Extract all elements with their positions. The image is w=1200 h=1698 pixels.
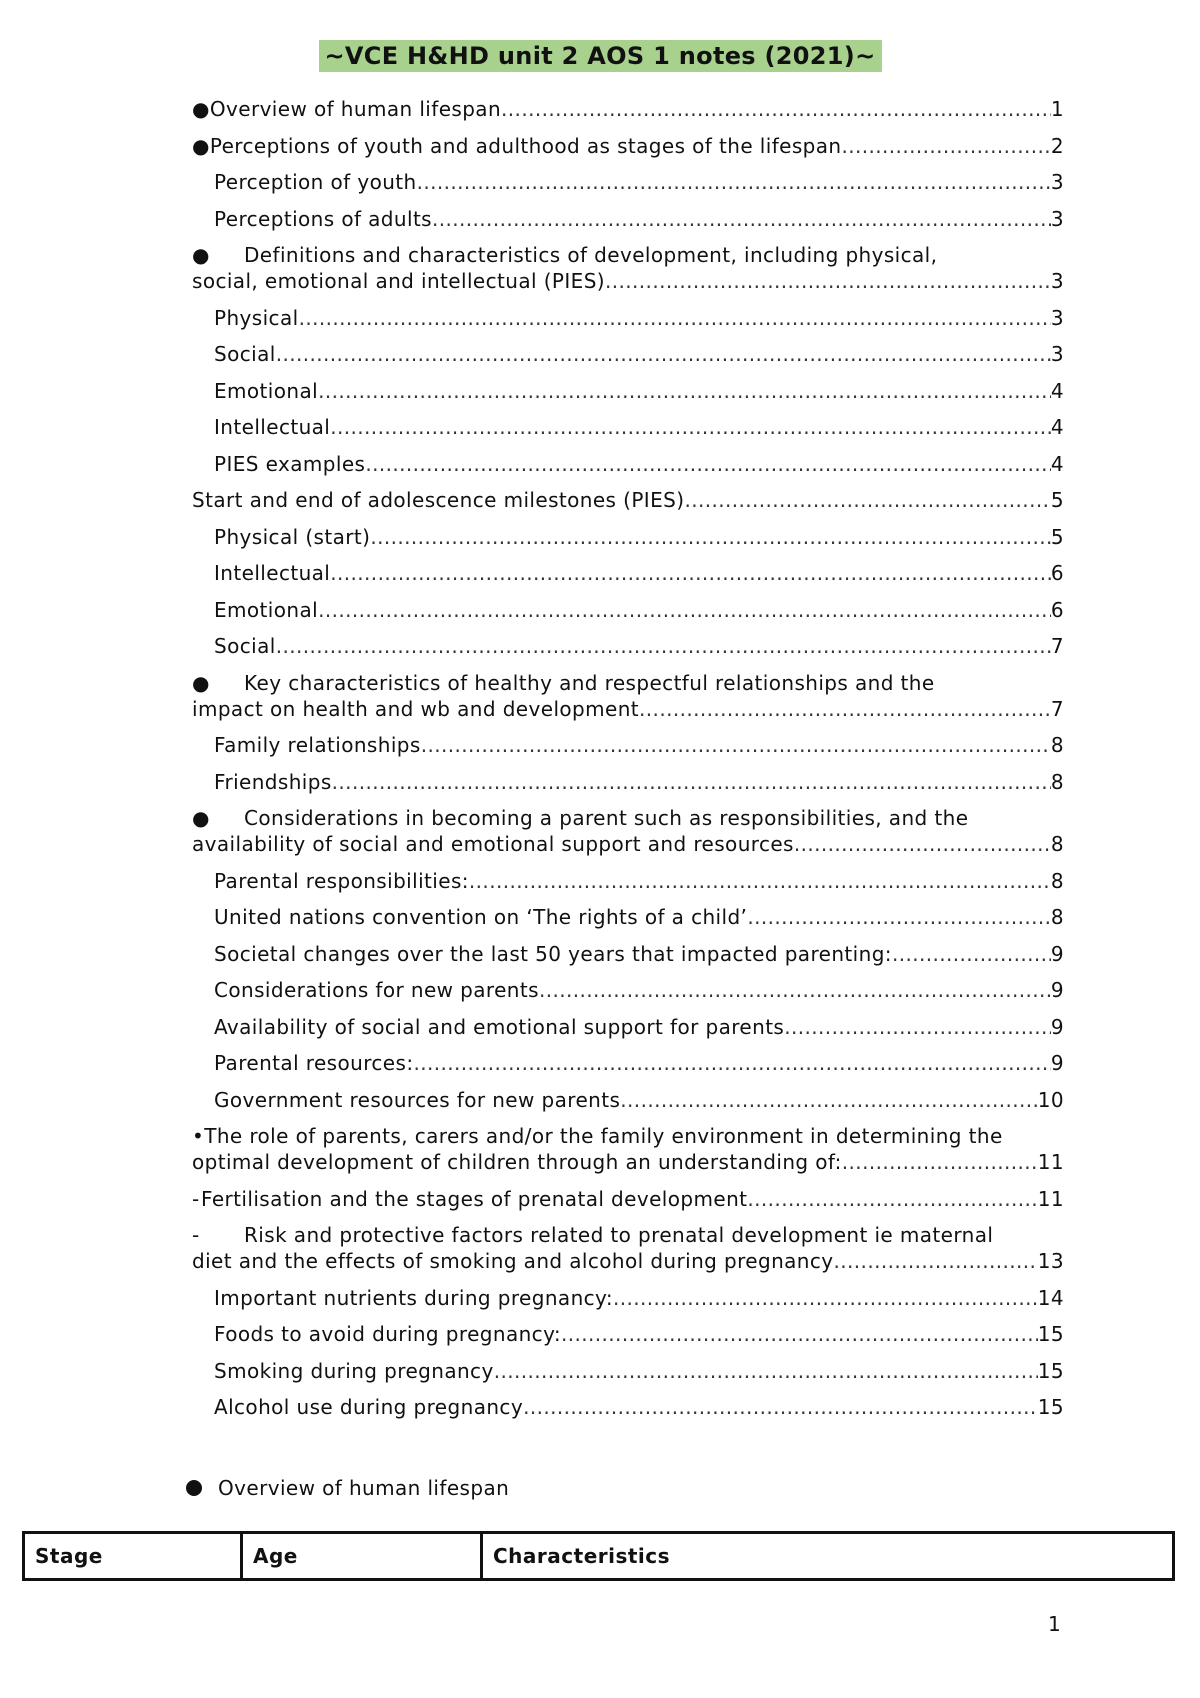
toc-page-number: 9	[1050, 1051, 1064, 1075]
document-title-text: ~VCE H&HD unit 2 AOS 1 notes (2021)~	[319, 40, 882, 72]
toc-entry-text: Friendships	[214, 769, 332, 794]
bullet-icon	[186, 1480, 202, 1496]
toc-leader-dots	[684, 487, 1050, 513]
toc-page-number: 15	[1037, 1395, 1064, 1419]
toc-entry-text: Social	[214, 634, 276, 658]
toc-entry-text: Risk and protective factors related to prenatal development ie maternal	[244, 1223, 994, 1247]
toc-leader-dots	[834, 1248, 1038, 1274]
toc-entry-text: Fertilisation and the stages of prenatal development	[201, 1186, 748, 1211]
toc-page-number: 11	[1037, 1186, 1064, 1211]
toc-leader-dots	[639, 696, 1051, 722]
toc-entry[interactable]	[192, 242, 1064, 294]
toc-entry[interactable]	[192, 206, 1064, 232]
toc-page-number: 5	[1050, 488, 1064, 512]
toc-entry-text: Emotional	[214, 597, 319, 622]
toc-entry-text: Key characteristics of healthy and respectful relationships and the	[244, 670, 935, 695]
toc-entry[interactable]	[192, 1222, 1064, 1274]
toc-entry[interactable]	[192, 1358, 1064, 1384]
toc-entry-first-line	[192, 805, 1064, 831]
toc-entry[interactable]	[192, 1087, 1064, 1113]
toc-entry[interactable]	[192, 670, 1064, 722]
lifespan-stages-table	[22, 1531, 1175, 1581]
toc-entry-text: Alcohol use during pregnancy	[214, 1395, 524, 1419]
toc-leader-dots	[539, 977, 1051, 1003]
toc-bullet: -	[192, 1186, 200, 1211]
toc-entry-text: Availability of social and emotional support for parents	[214, 1014, 785, 1039]
toc-entry-text: optimal development of children through an understanding of:	[192, 1150, 842, 1174]
toc-page-number: 7	[1050, 696, 1064, 721]
toc-leader-dots	[794, 831, 1051, 857]
toc-entry[interactable]	[192, 769, 1064, 795]
toc-entry-first-line	[192, 670, 1064, 696]
toc-entry-text: Smoking during pregnancy	[214, 1358, 494, 1383]
toc-page-number: 8	[1050, 769, 1064, 794]
toc-entry-text: availability of social and emotional support and resources	[192, 832, 794, 856]
toc-entry-text: Important nutrients during pregnancy:	[214, 1285, 613, 1310]
toc-entry-text: Intellectual	[214, 415, 331, 439]
toc-entry[interactable]	[192, 1014, 1064, 1040]
toc-entry-text: Considerations in becoming a parent such as responsibilities, and the	[244, 806, 969, 830]
toc-entry-text: Parental responsibilities:	[214, 868, 469, 893]
toc-leader-dots	[747, 904, 1051, 930]
toc-page-number: 15	[1037, 1322, 1064, 1346]
toc-entry-text: Overview of human lifespan	[209, 97, 502, 121]
toc-page-number: 2	[1050, 133, 1064, 158]
toc-entry[interactable]	[192, 941, 1064, 967]
toc-leader-dots	[330, 414, 1051, 440]
toc-leader-dots	[613, 1285, 1038, 1311]
toc-entry-text: Foods to avoid during pregnancy:	[214, 1322, 561, 1346]
toc-entry-text: Government resources for new parents	[214, 1087, 621, 1112]
toc-entry[interactable]	[192, 133, 1064, 159]
toc-page-number: 8	[1050, 832, 1064, 856]
toc-entry-text: Parental resources:	[214, 1051, 414, 1075]
table-of-contents	[192, 96, 1064, 1431]
toc-page-number: 8	[1050, 905, 1064, 929]
toc-leader-dots	[330, 560, 1051, 586]
toc-entry[interactable]	[192, 378, 1064, 404]
toc-page-number: 3	[1050, 269, 1064, 293]
toc-page-number: 3	[1050, 170, 1064, 194]
toc-leader-dots	[318, 597, 1051, 623]
toc-entry-text: Intellectual	[214, 561, 331, 585]
toc-leader-dots	[561, 1321, 1038, 1347]
toc-entry-text: Perceptions of youth and adulthood as stages of the lifespan	[209, 133, 842, 158]
toc-entry-text: Definitions and characteristics of development, including physical,	[244, 243, 938, 267]
toc-leader-dots	[523, 1394, 1038, 1420]
toc-leader-dots	[318, 378, 1051, 404]
toc-page-number: 13	[1037, 1249, 1064, 1273]
toc-entry[interactable]	[192, 1123, 1064, 1175]
section-heading	[186, 1476, 509, 1500]
toc-page-number: 8	[1050, 868, 1064, 893]
toc-entry-text: Physical	[214, 305, 299, 330]
toc-entry[interactable]	[192, 487, 1064, 513]
toc-entry[interactable]	[192, 96, 1064, 122]
toc-entry[interactable]	[192, 169, 1064, 195]
toc-bullet: -	[192, 1223, 200, 1247]
toc-leader-dots	[842, 133, 1051, 159]
toc-leader-dots	[784, 1014, 1051, 1040]
toc-entry-first-line	[192, 1123, 1064, 1149]
toc-page-number: 9	[1050, 1014, 1064, 1039]
toc-page-number: 3	[1050, 342, 1064, 366]
toc-leader-dots	[413, 1050, 1050, 1076]
toc-page-number: 6	[1050, 561, 1064, 585]
toc-entry-text: Emotional	[214, 378, 319, 403]
toc-page-number: 15	[1037, 1358, 1064, 1383]
toc-entry[interactable]	[192, 341, 1064, 367]
toc-leader-dots	[432, 206, 1051, 232]
toc-leader-dots	[469, 868, 1051, 894]
toc-leader-dots	[299, 305, 1051, 331]
section-heading-text: Overview of human lifespan	[218, 1476, 510, 1500]
toc-entry-text: Physical (start)	[214, 524, 371, 549]
toc-page-number: 9	[1050, 941, 1064, 966]
toc-entry-text: Start and end of adolescence milestones (PIES)	[192, 488, 685, 512]
toc-entry[interactable]	[192, 451, 1064, 477]
toc-entry-text: impact on health and wb and development	[192, 696, 640, 721]
toc-bullet: ●	[192, 670, 210, 695]
toc-page-number: 4	[1050, 451, 1064, 476]
toc-leader-dots	[421, 732, 1051, 758]
toc-leader-dots	[747, 1186, 1037, 1212]
toc-entry[interactable]	[192, 1186, 1064, 1212]
toc-leader-dots	[842, 1149, 1038, 1175]
toc-leader-dots	[494, 1358, 1038, 1384]
toc-page-number: 7	[1050, 634, 1064, 658]
toc-bullet: ●	[192, 97, 210, 121]
toc-page-number: 3	[1050, 206, 1064, 231]
toc-entry-text: Perception of youth	[214, 170, 417, 194]
toc-entry[interactable]	[192, 1321, 1064, 1347]
toc-entry-text: Societal changes over the last 50 years that impacted parenting:	[214, 941, 892, 966]
toc-page-number: 8	[1050, 733, 1064, 757]
toc-entry[interactable]	[192, 732, 1064, 758]
table-header-row	[24, 1533, 1174, 1580]
toc-entry-text: PIES examples	[214, 451, 366, 476]
document-title	[0, 42, 1200, 70]
toc-leader-dots	[620, 1087, 1037, 1113]
toc-page-number: 10	[1037, 1087, 1064, 1112]
toc-entry[interactable]	[192, 524, 1064, 550]
toc-page-number: 3	[1050, 305, 1064, 330]
toc-entry[interactable]	[192, 805, 1064, 857]
toc-entry[interactable]	[192, 414, 1064, 440]
toc-leader-dots	[332, 769, 1051, 795]
toc-leader-dots	[365, 451, 1051, 477]
toc-entry-text: Social	[214, 342, 276, 366]
toc-entry-text: Family relationships	[214, 733, 421, 757]
toc-bullet: ●	[192, 243, 210, 267]
toc-page-number: 14	[1037, 1285, 1064, 1310]
toc-leader-dots	[892, 941, 1051, 967]
table-header-age: Age	[242, 1533, 482, 1580]
toc-page-number: 1	[1050, 97, 1064, 121]
toc-page-number: 6	[1050, 597, 1064, 622]
toc-page-number: 4	[1050, 415, 1064, 439]
toc-leader-dots	[276, 341, 1051, 367]
toc-page-number: 9	[1050, 978, 1064, 1002]
toc-entry[interactable]	[192, 977, 1064, 1003]
toc-entry[interactable]	[192, 904, 1064, 930]
toc-bullet: ●	[192, 806, 210, 830]
toc-entry-text: diet and the effects of smoking and alcohol during pregnancy	[192, 1249, 834, 1273]
toc-entry[interactable]	[192, 560, 1064, 586]
toc-bullet: ●	[192, 133, 210, 158]
toc-entry[interactable]	[192, 1285, 1064, 1311]
table-header-stage: Stage	[24, 1533, 242, 1580]
toc-page-number: 11	[1037, 1150, 1064, 1174]
toc-entry[interactable]	[192, 305, 1064, 331]
toc-entry[interactable]	[192, 597, 1064, 623]
toc-leader-dots	[276, 633, 1051, 659]
table-header-characteristics: Characteristics	[482, 1533, 1174, 1580]
toc-entry[interactable]	[192, 1394, 1064, 1420]
toc-entry-text: social, emotional and intellectual (PIES)	[192, 269, 606, 293]
toc-entry[interactable]	[192, 633, 1064, 659]
toc-entry-first-line	[192, 242, 1064, 268]
toc-entry-text: United nations convention on ‘The rights of a child’	[214, 905, 748, 929]
toc-leader-dots	[417, 169, 1051, 195]
toc-entry-text: Considerations for new parents	[214, 978, 539, 1002]
toc-entry-text: Perceptions of adults	[214, 206, 432, 231]
toc-entry-text: •The role of parents, carers and/or the family environment in determining the	[192, 1124, 1003, 1148]
toc-leader-dots	[605, 268, 1051, 294]
toc-entry-first-line	[192, 1222, 1064, 1248]
toc-entry[interactable]	[192, 868, 1064, 894]
toc-page-number: 5	[1050, 524, 1064, 549]
toc-leader-dots	[501, 96, 1051, 122]
toc-entry[interactable]	[192, 1050, 1064, 1076]
toc-page-number: 4	[1050, 378, 1064, 403]
page-number: 1	[1048, 1612, 1061, 1636]
toc-leader-dots	[370, 524, 1051, 550]
